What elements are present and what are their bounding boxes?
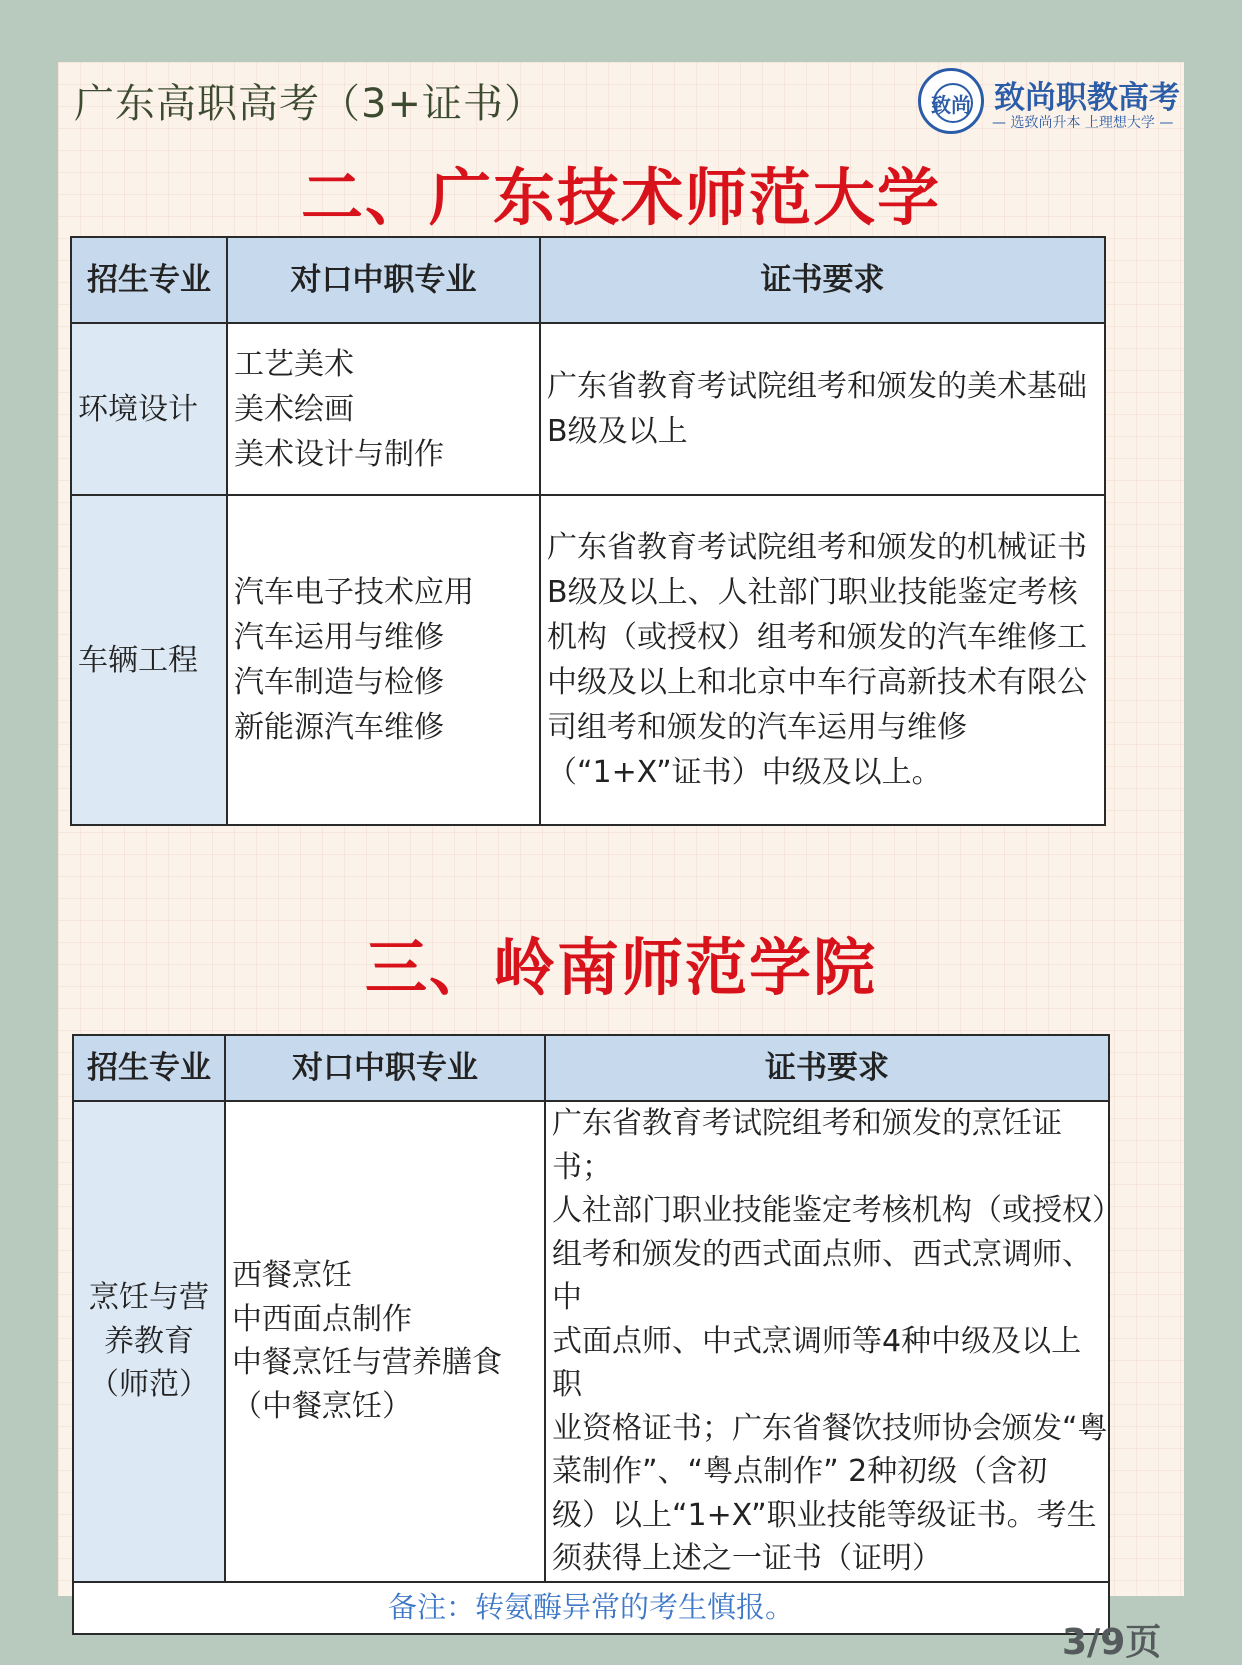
- related-item: 美术设计与制作: [234, 436, 444, 472]
- major-line: 烹饪与营: [89, 1280, 209, 1315]
- cert-cell: [540, 495, 1105, 825]
- related-item: 美术绘画: [234, 391, 354, 427]
- cert-cell: [540, 323, 1105, 495]
- related-cell: [227, 323, 540, 495]
- cert-line: 组考和颁发的西式面点师、西式烹调师、中: [552, 1236, 1092, 1315]
- section1-title: 二、广东技术师范大学: [300, 161, 941, 234]
- cert-line: B级及以上: [547, 414, 688, 449]
- column-header-cert: 证书要求: [545, 1035, 1109, 1101]
- major-cell: 车辆工程: [71, 495, 227, 825]
- logo-emblem-icon: [918, 68, 984, 134]
- major-cell: [73, 1101, 225, 1582]
- cert-line: 司组考和颁发的汽车运用与维修: [547, 710, 967, 745]
- related-item: 汽车电子技术应用: [234, 575, 474, 610]
- related-cell: [225, 1101, 545, 1582]
- cert-line: 人社部门职业技能鉴定考核机构（或授权）: [552, 1193, 1122, 1228]
- cert-line: 式面点师、中式烹调师等4种中级及以上职: [552, 1323, 1082, 1402]
- cert-line: 须获得上述之一证书（证明）: [552, 1541, 942, 1576]
- logo-slogan: — 选致尚升本 上理想大学 —: [992, 115, 1174, 131]
- cert-line: 机构（或授权）组考和颁发的汽车维修工: [547, 620, 1087, 655]
- cert-line: 广东省教育考试院组考和颁发的机械证书: [547, 530, 1087, 565]
- top-title: 广东高职高考（3+证书）: [74, 81, 545, 127]
- major-line: 养教育: [104, 1323, 194, 1359]
- cert-cell: [545, 1101, 1122, 1582]
- cert-line: 菜制作”、“粤点制作” 2种初级（含初: [552, 1454, 1048, 1489]
- table-row: [71, 323, 1105, 495]
- cert-line: 级）以上“1+X”职业技能等级证书。考生: [552, 1497, 1097, 1533]
- major-cell: 环境设计: [71, 323, 227, 495]
- column-header-major: 招生专业: [71, 237, 227, 323]
- cert-line: 中级及以上和北京中车行高新技术有限公: [547, 665, 1087, 700]
- cert-line: 广东省教育考试院组考和颁发的美术基础: [547, 369, 1087, 404]
- column-header-related: 对口中职专业: [227, 237, 540, 323]
- related-item: 西餐烹饪: [232, 1258, 352, 1294]
- column-header-cert: 证书要求: [540, 237, 1105, 323]
- table-header-row: [73, 1035, 1109, 1101]
- related-cell: [227, 495, 540, 825]
- related-item: 汽车运用与维修: [234, 620, 444, 655]
- brand-logo: [918, 66, 1178, 142]
- related-item: 新能源汽车维修: [234, 710, 444, 745]
- section1-table: [70, 236, 1106, 826]
- cert-line: （“1+X”证书）中级及以上。: [547, 755, 942, 790]
- column-header-related: 对口中职专业: [225, 1035, 545, 1101]
- logo-name: 致尚职教高考: [994, 80, 1180, 116]
- major-line: （师范）: [89, 1367, 209, 1402]
- page-number: 3/9页: [1062, 1622, 1162, 1663]
- cert-line: B级及以上、人社部门职业技能鉴定考核: [547, 575, 1078, 610]
- related-item: 中西面点制作: [232, 1301, 412, 1337]
- related-item: 中餐烹饪与营养膳食: [232, 1345, 502, 1381]
- column-header-major: 招生专业: [73, 1035, 225, 1101]
- cert-line: 广东省教育考试院组考和颁发的烹饪证书；: [552, 1106, 1062, 1185]
- table-row: [73, 1101, 1109, 1582]
- related-item: （中餐烹饪）: [232, 1388, 412, 1424]
- table-header-row: [71, 237, 1105, 323]
- note-text: 备注：转氨酶异常的考生慎报。: [73, 1582, 1109, 1634]
- related-item: 汽车制造与检修: [234, 665, 444, 700]
- related-item: 工艺美术: [234, 346, 354, 382]
- logo-emblem-text: 致尚: [931, 93, 971, 117]
- note-row: [73, 1582, 1109, 1634]
- section2-title: 三、岭南师范学院: [364, 931, 877, 1004]
- section2-table: [72, 1034, 1122, 1635]
- table-row: [71, 495, 1105, 825]
- cert-line: 业资格证书；广东省餐饮技师协会颁发“粤: [552, 1410, 1108, 1446]
